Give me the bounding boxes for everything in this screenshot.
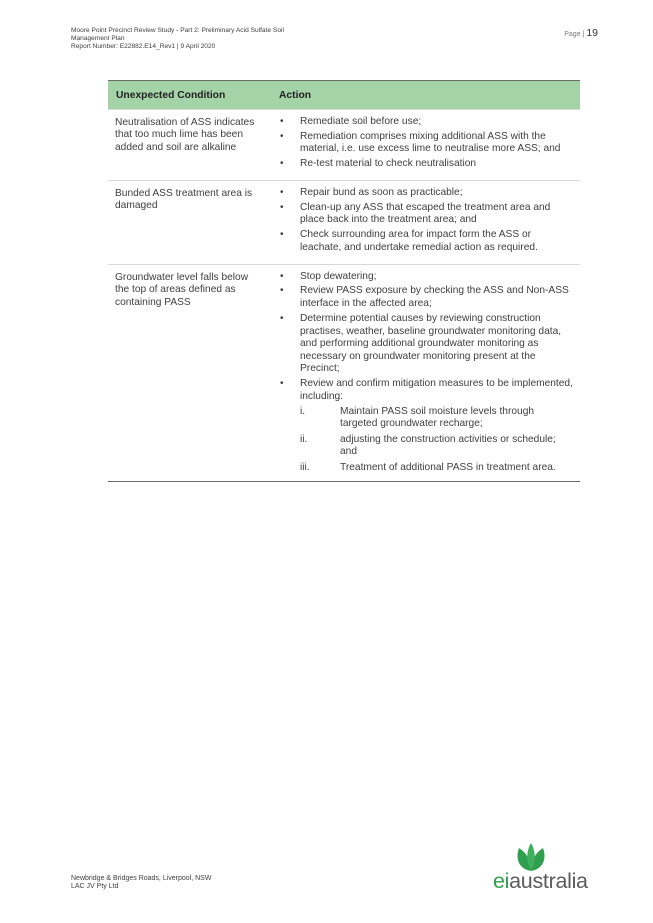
ei-australia-logo bbox=[493, 842, 603, 894]
sub-item bbox=[277, 434, 574, 459]
sub-item bbox=[277, 462, 574, 475]
action-item: • Check surrounding area for impact form the ASS or leachate, and undertake remedial action as required. bbox=[277, 229, 574, 254]
action-item: • Repair bund as soon as practicable; bbox=[277, 187, 574, 200]
action-item-text: Review and confirm mitigation measures to be implemented, including: bbox=[300, 378, 573, 403]
document-header bbox=[71, 27, 321, 51]
sub-item-text: Maintain PASS soil moisture levels through targeted groundwater recharge; bbox=[340, 405, 535, 430]
sub-item-number: i. bbox=[300, 405, 306, 417]
page-number bbox=[564, 27, 598, 39]
table-row bbox=[108, 180, 580, 264]
sub-item-text: adjusting the construction activities or schedule; and bbox=[340, 433, 556, 458]
action-item: • Remediate soil before use; bbox=[277, 116, 574, 129]
table-row bbox=[108, 109, 580, 180]
header-title: Moore Point Precinct Review Study - Part 2: Preliminary Acid Sulfate Soil Management Plan bbox=[71, 27, 284, 43]
page-label: Page | bbox=[564, 31, 585, 38]
condition-cell: Bunded ASS treatment area is damaged bbox=[108, 180, 271, 264]
footer-address: Newbridge & Bridges Roads, Liverpool, NSW bbox=[71, 875, 212, 882]
logo-text-australia: australia bbox=[509, 869, 588, 893]
sub-item-number: ii. bbox=[300, 433, 308, 445]
action-item: • Remediation comprises mixing additional ASS with the material, i.e. use excess lime to neutralise more ASS; and bbox=[277, 131, 574, 156]
action-cell bbox=[271, 180, 580, 264]
table-row bbox=[108, 264, 580, 481]
logo-text-ei: ei bbox=[493, 869, 510, 893]
action-cell bbox=[271, 264, 580, 481]
action-list bbox=[277, 271, 574, 475]
header-report-number: Report Number: E22882.E14_Rev1 | 9 April 2020 bbox=[71, 43, 216, 51]
column-header-condition: Unexpected Condition bbox=[108, 81, 271, 110]
action-item: • Determine potential causes by reviewing construction practises, weather, baseline groundwater monitoring data, and performing additional groundwater monitoring as necessary on groundwater monitoring present at the Precinct; bbox=[277, 313, 574, 376]
action-cell bbox=[271, 109, 580, 180]
action-item: • Review PASS exposure by checking the ASS and Non-ASS interface in the affected area; bbox=[277, 285, 574, 310]
action-item: • Stop dewatering; bbox=[277, 271, 574, 284]
sub-item bbox=[277, 406, 574, 431]
footer-company: LAC JV Pty Ltd bbox=[71, 883, 119, 891]
sub-item-number: iii. bbox=[300, 461, 310, 473]
action-list bbox=[277, 187, 574, 255]
condition-cell: Groundwater level falls below the top of areas defined as containing PASS bbox=[108, 264, 271, 481]
action-item: • Re-test material to check neutralisation bbox=[277, 158, 574, 171]
condition-cell: Neutralisation of ASS indicates that too much lime has been added and soil are alkaline bbox=[108, 109, 271, 180]
leaf-logo-icon bbox=[512, 842, 550, 872]
document-footer bbox=[71, 875, 211, 892]
page-number-value: 19 bbox=[586, 27, 598, 39]
table-header-row bbox=[108, 81, 580, 110]
unexpected-conditions-table bbox=[108, 80, 580, 482]
sub-item-text: Treatment of additional PASS in treatment area. bbox=[340, 461, 556, 473]
action-list bbox=[277, 116, 574, 171]
action-item: • Clean-up any ASS that escaped the treatment area and place back into the treatment area; and bbox=[277, 202, 574, 227]
logo-wordmark bbox=[493, 869, 588, 893]
column-header-action: Action bbox=[271, 81, 580, 110]
action-item bbox=[277, 378, 574, 474]
mitigation-sub-list bbox=[277, 406, 574, 475]
